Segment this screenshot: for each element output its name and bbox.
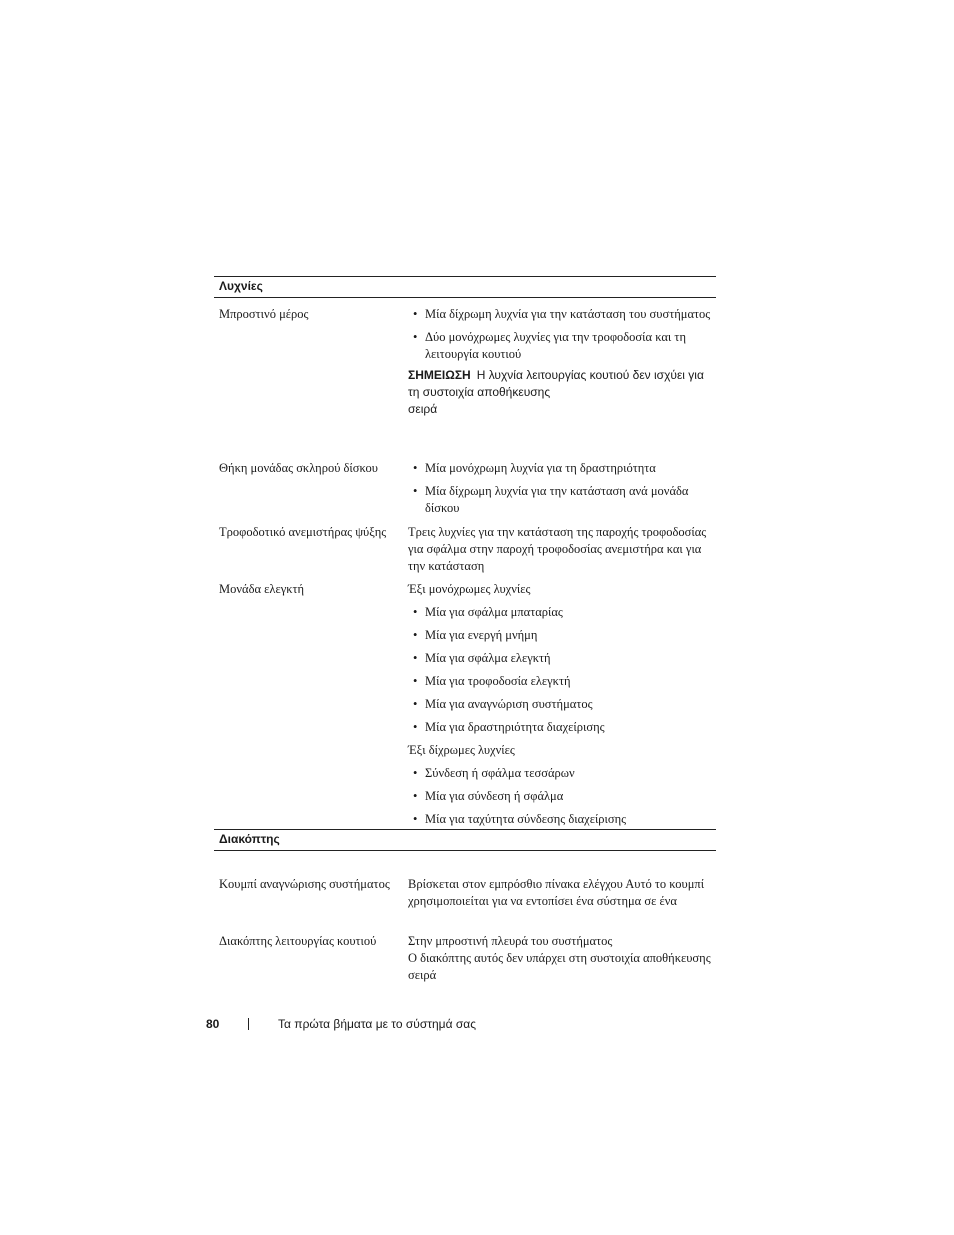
note-label: ΣΗΜΕΙΩΣΗ	[408, 368, 471, 382]
list-item: • Μία για σφάλμα μπαταρίας	[408, 604, 713, 621]
footer-title: Τα πρώτα βήματα με το σύστημά σας	[278, 1017, 476, 1031]
list-item: • Μία για δραστηριότητα διαχείρισης	[408, 719, 713, 736]
hdd-label: Θήκη μονάδας σκληρού δίσκου	[219, 461, 378, 475]
page-footer	[206, 1016, 476, 1032]
enclosure-switch-label: Διακόπτης λειτουργίας κουτιού	[219, 934, 377, 948]
page-number: 80	[206, 1017, 220, 1031]
mono-heading: Έξι μονόχρωμες λυχνίες	[408, 582, 531, 596]
controller-label: Μονάδα ελεγκτή	[219, 582, 305, 596]
leds-heading: Λυχνίες	[214, 276, 716, 298]
note-text: Η λυχνία λειτουργίας κουτιού δεν ισχύει για τη συστοιχία αποθήκευσης	[408, 368, 704, 399]
front-bullet-2: • Δύο μονόχρωμες λυχνίες για την τροφοδοσία και τη λειτουργία κουτιού	[408, 329, 713, 363]
leds-section	[214, 276, 716, 826]
id-button-text: Βρίσκεται στον εμπρόσθιο πίνακα ελέγχου Αυτό το κουμπί χρησιμοποιείται για να εντοπίσει ένα σύστημα σε ένα	[408, 877, 705, 908]
list-item: • Μία για ενεργή μνήμη	[408, 627, 713, 644]
note-tail: σειρά	[408, 402, 438, 416]
list-item: • Μία για αναγνώριση συστήματος	[408, 696, 713, 713]
psu-text: Τρεις λυχνίες για την κατάσταση της παροχής τροφοδοσίας για σφάλμα στην παροχή τροφοδοσίας ανεμιστήρα και για την κατάσταση	[408, 525, 707, 573]
switches-heading: Διακόπτης	[214, 829, 716, 851]
hdd-bullet-1: • Μία μονόχρωμη λυχνία για τη δραστηριότητα	[408, 460, 713, 477]
enclosure-switch-line2: Ο διακόπτης αυτός δεν υπάρχει στη συστοιχία αποθήκευσης σειρά	[408, 951, 711, 982]
front-label: Μπροστινό μέρος	[219, 307, 309, 321]
psu-label: Τροφοδοτικό ανεμιστήρας ψύξης	[219, 525, 387, 539]
list-item: • Μία για σφάλμα ελεγκτή	[408, 650, 713, 667]
front-note	[408, 367, 713, 418]
list-item: • Μία για τροφοδοσία ελεγκτή	[408, 673, 713, 690]
footer-divider	[248, 1018, 249, 1030]
switches-section	[214, 829, 716, 982]
enclosure-switch-line1: Στην μπροστινή πλευρά του συστήματος	[408, 934, 613, 948]
bi-heading: Έξι δίχρωμες λυχνίες	[408, 743, 515, 757]
list-item: • Σύνδεση ή σφάλμα τεσσάρων	[408, 765, 713, 782]
hdd-bullet-2: • Μία δίχρωμη λυχνία για την κατάσταση ανά μονάδα δίσκου	[408, 483, 713, 517]
list-item: • Μία για σύνδεση ή σφάλμα	[408, 788, 713, 805]
front-bullet-1: • Μία δίχρωμη λυχνία για την κατάσταση του συστήματος	[408, 306, 713, 323]
list-item: • Μία για ταχύτητα σύνδεσης διαχείρισης	[408, 811, 713, 828]
id-button-label: Κουμπί αναγνώρισης συστήματος	[219, 877, 390, 891]
